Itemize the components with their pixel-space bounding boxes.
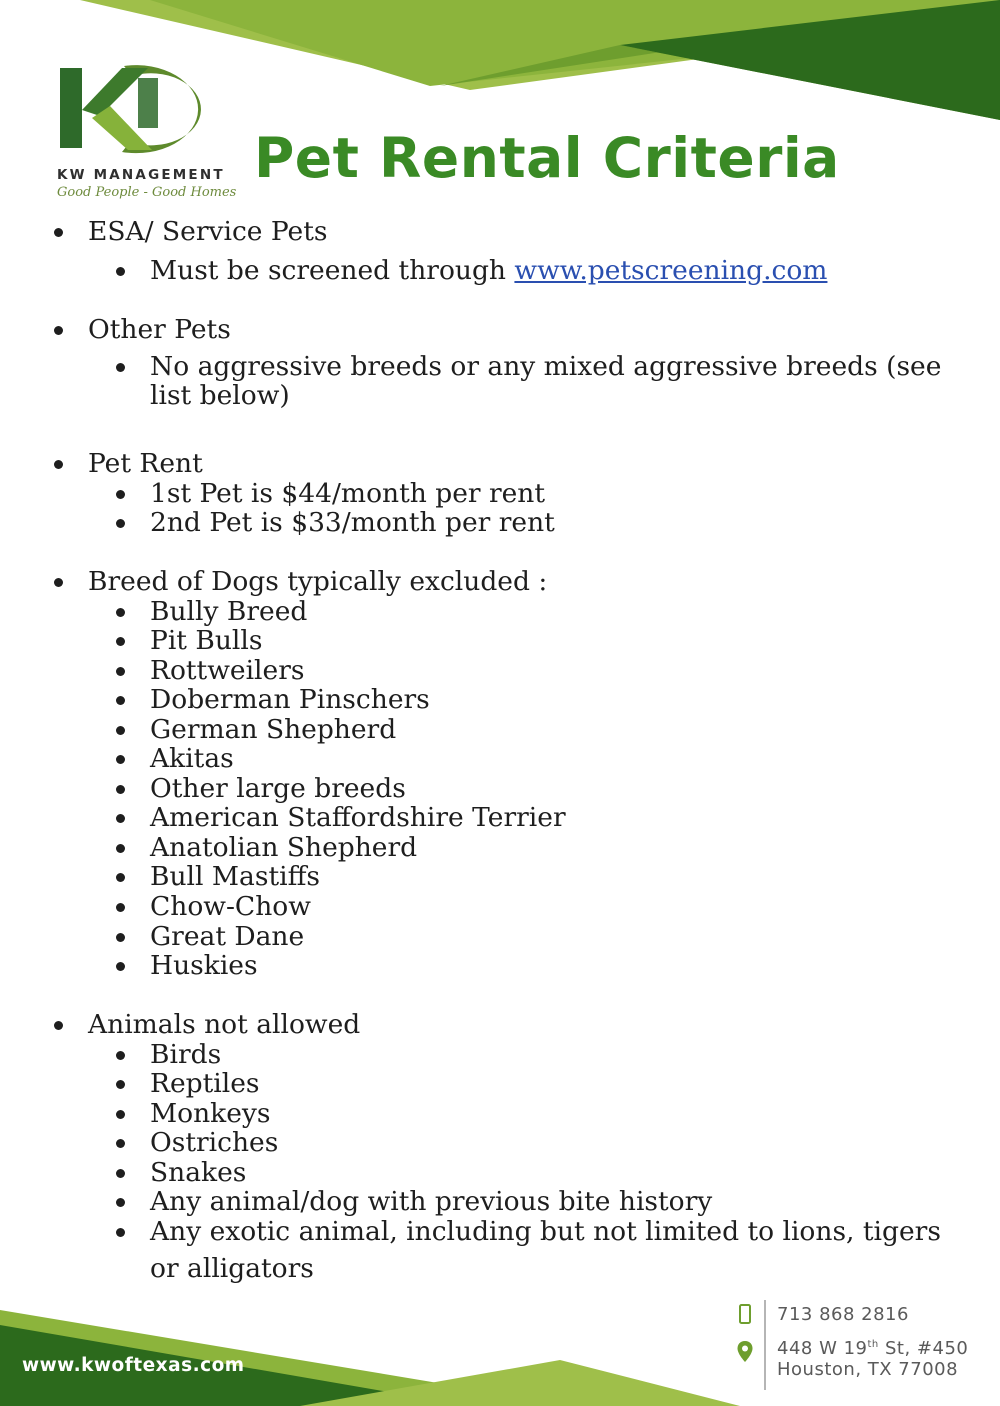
section-heading-other-pets: Other Pets <box>88 314 231 345</box>
address-suite: St, #450 <box>878 1338 969 1359</box>
animal-item: Any animal/dog with previous bite history <box>150 1186 713 1217</box>
page-title: Pet Rental Criteria <box>254 126 840 190</box>
footer-website[interactable]: www.kwoftexas.com <box>22 1355 245 1376</box>
logo-tagline: Good People - Good Homes <box>57 185 237 200</box>
footer-address-line1 <box>777 1338 968 1359</box>
animal-item: Monkeys <box>150 1098 271 1129</box>
address-ordinal-suffix: th <box>867 1339 879 1350</box>
breed-item: Huskies <box>150 950 258 981</box>
pet-rent-item-1: 1st Pet is $44/month per rent <box>150 478 546 509</box>
breed-item: Other large breeds <box>150 773 406 804</box>
breed-item: Rottweilers <box>150 655 305 686</box>
esa-screening-item <box>150 256 827 286</box>
esa-screening-text: Must be screened through <box>150 255 515 286</box>
animal-item: Reptiles <box>150 1068 260 1099</box>
footer-address-line2: Houston, TX 77008 <box>777 1359 959 1380</box>
other-pets-item-line1: No aggressive breeds or any mixed aggressive breeds (see <box>150 351 942 382</box>
breed-item: Great Dane <box>150 921 305 952</box>
breed-item: Bull Mastiffs <box>150 861 320 892</box>
footer-phone: 713 868 2816 <box>777 1304 909 1325</box>
breed-item: Anatolian Shepherd <box>150 832 418 863</box>
contact-divider <box>764 1300 766 1390</box>
breed-item: Bully Breed <box>150 596 308 627</box>
section-heading-esa: ESA/ Service Pets <box>88 216 328 247</box>
address-street-number: 448 W 19 <box>777 1338 868 1359</box>
breed-item: German Shepherd <box>150 714 397 745</box>
phone-icon <box>738 1304 752 1324</box>
animal-item: Birds <box>150 1039 222 1070</box>
logo-company-name: KW MANAGEMENT <box>57 167 225 183</box>
breed-item: Akitas <box>150 743 234 774</box>
pet-rent-item-2: 2nd Pet is $33/month per rent <box>150 507 555 538</box>
section-heading-breeds: Breed of Dogs typically excluded : <box>88 566 548 597</box>
animal-item: Ostriches <box>150 1127 279 1158</box>
location-pin-icon <box>736 1340 754 1364</box>
animal-item-continuation: or alligators <box>150 1253 314 1284</box>
breed-item: Pit Bulls <box>150 625 263 656</box>
breed-item: American Staffordshire Terrier <box>150 802 566 833</box>
animal-item: Snakes <box>150 1157 247 1188</box>
animal-item: Any exotic animal, including but not limited to lions, tigers <box>150 1216 941 1247</box>
breed-item: Doberman Pinschers <box>150 684 430 715</box>
section-heading-animals: Animals not allowed <box>88 1009 361 1040</box>
breed-item: Chow-Chow <box>150 891 311 922</box>
other-pets-item-line2: list below) <box>150 380 290 411</box>
section-heading-pet-rent: Pet Rent <box>88 448 203 479</box>
petscreening-link[interactable]: www.petscreening.com <box>514 255 828 286</box>
